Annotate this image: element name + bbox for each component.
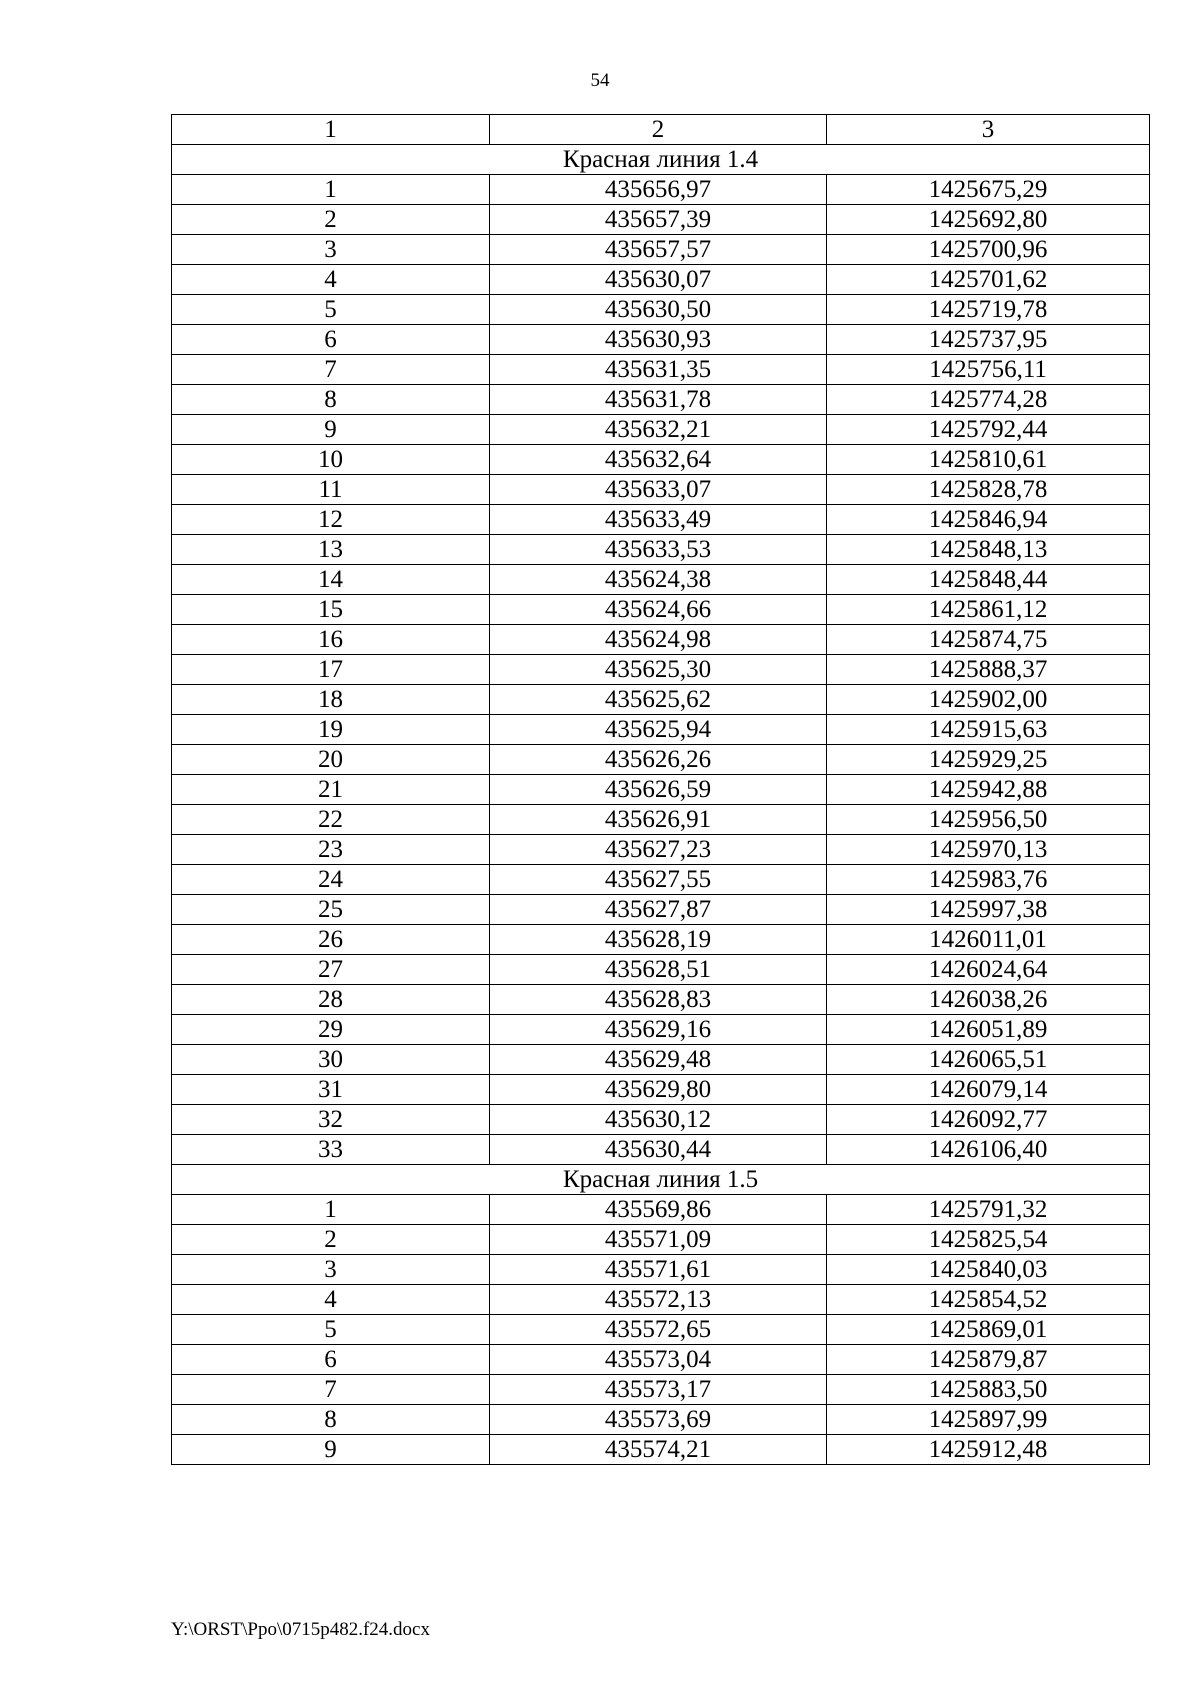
point-number-cell: 5 (172, 295, 490, 325)
x-coordinate-cell: 435630,93 (490, 325, 827, 355)
section-title-row (172, 1165, 1150, 1195)
header-cell-col-1: 1 (172, 115, 490, 145)
x-coordinate-cell: 435628,51 (490, 955, 827, 985)
table-row (172, 985, 1150, 1015)
table-header-row (172, 115, 1150, 145)
section-title: Красная линия 1.4 (172, 145, 1150, 175)
point-number-cell: 15 (172, 595, 490, 625)
table-row (172, 595, 1150, 625)
x-coordinate-cell: 435573,17 (490, 1375, 827, 1405)
table-row (172, 205, 1150, 235)
y-coordinate-cell: 1425956,50 (827, 805, 1150, 835)
table-row (172, 955, 1150, 985)
table-row (172, 1045, 1150, 1075)
x-coordinate-cell: 435657,39 (490, 205, 827, 235)
table-row (172, 1195, 1150, 1225)
y-coordinate-cell: 1425897,99 (827, 1405, 1150, 1435)
point-number-cell: 22 (172, 805, 490, 835)
x-coordinate-cell: 435572,13 (490, 1285, 827, 1315)
y-coordinate-cell: 1425997,38 (827, 895, 1150, 925)
y-coordinate-cell: 1426024,64 (827, 955, 1150, 985)
table-row (172, 1405, 1150, 1435)
point-number-cell: 7 (172, 1375, 490, 1405)
table-row (172, 1225, 1150, 1255)
y-coordinate-cell: 1425840,03 (827, 1255, 1150, 1285)
x-coordinate-cell: 435627,55 (490, 865, 827, 895)
table-row (172, 295, 1150, 325)
section-title: Красная линия 1.5 (172, 1165, 1150, 1195)
table-row (172, 355, 1150, 385)
y-coordinate-cell: 1425825,54 (827, 1225, 1150, 1255)
y-coordinate-cell: 1425983,76 (827, 865, 1150, 895)
y-coordinate-cell: 1425846,94 (827, 505, 1150, 535)
x-coordinate-cell: 435656,97 (490, 175, 827, 205)
x-coordinate-cell: 435573,04 (490, 1345, 827, 1375)
point-number-cell: 29 (172, 1015, 490, 1045)
x-coordinate-cell: 435629,48 (490, 1045, 827, 1075)
x-coordinate-cell: 435624,38 (490, 565, 827, 595)
table-row (172, 895, 1150, 925)
table-row (172, 805, 1150, 835)
point-number-cell: 4 (172, 265, 490, 295)
page-number: 54 (590, 70, 610, 91)
point-number-cell: 26 (172, 925, 490, 955)
y-coordinate-cell: 1425701,62 (827, 265, 1150, 295)
table-row (172, 865, 1150, 895)
x-coordinate-cell: 435626,59 (490, 775, 827, 805)
table-row (172, 1255, 1150, 1285)
y-coordinate-cell: 1426079,14 (827, 1075, 1150, 1105)
y-coordinate-cell: 1425700,96 (827, 235, 1150, 265)
table-row (172, 565, 1150, 595)
x-coordinate-cell: 435573,69 (490, 1405, 827, 1435)
y-coordinate-cell: 1425942,88 (827, 775, 1150, 805)
x-coordinate-cell: 435569,86 (490, 1195, 827, 1225)
x-coordinate-cell: 435626,91 (490, 805, 827, 835)
point-number-cell: 20 (172, 745, 490, 775)
point-number-cell: 23 (172, 835, 490, 865)
x-coordinate-cell: 435625,94 (490, 715, 827, 745)
y-coordinate-cell: 1425912,48 (827, 1435, 1150, 1465)
y-coordinate-cell: 1425675,29 (827, 175, 1150, 205)
y-coordinate-cell: 1425828,78 (827, 475, 1150, 505)
y-coordinate-cell: 1425879,87 (827, 1345, 1150, 1375)
y-coordinate-cell: 1425883,50 (827, 1375, 1150, 1405)
table-row (172, 1375, 1150, 1405)
x-coordinate-cell: 435627,23 (490, 835, 827, 865)
y-coordinate-cell: 1425874,75 (827, 625, 1150, 655)
point-number-cell: 10 (172, 445, 490, 475)
x-coordinate-cell: 435632,64 (490, 445, 827, 475)
y-coordinate-cell: 1425888,37 (827, 655, 1150, 685)
point-number-cell: 17 (172, 655, 490, 685)
x-coordinate-cell: 435633,07 (490, 475, 827, 505)
table-row (172, 415, 1150, 445)
y-coordinate-cell: 1425810,61 (827, 445, 1150, 475)
y-coordinate-cell: 1426106,40 (827, 1135, 1150, 1165)
x-coordinate-cell: 435626,26 (490, 745, 827, 775)
table-row (172, 445, 1150, 475)
point-number-cell: 3 (172, 1255, 490, 1285)
y-coordinate-cell: 1425970,13 (827, 835, 1150, 865)
header-cell-col-2: 2 (490, 115, 827, 145)
table-row (172, 1435, 1150, 1465)
table-row (172, 775, 1150, 805)
x-coordinate-cell: 435627,87 (490, 895, 827, 925)
y-coordinate-cell: 1426065,51 (827, 1045, 1150, 1075)
x-coordinate-cell: 435630,50 (490, 295, 827, 325)
y-coordinate-cell: 1425774,28 (827, 385, 1150, 415)
y-coordinate-cell: 1425737,95 (827, 325, 1150, 355)
x-coordinate-cell: 435657,57 (490, 235, 827, 265)
point-number-cell: 25 (172, 895, 490, 925)
x-coordinate-cell: 435630,12 (490, 1105, 827, 1135)
x-coordinate-cell: 435633,53 (490, 535, 827, 565)
x-coordinate-cell: 435629,80 (490, 1075, 827, 1105)
point-number-cell: 8 (172, 1405, 490, 1435)
table-row (172, 265, 1150, 295)
point-number-cell: 5 (172, 1315, 490, 1345)
table-row (172, 1285, 1150, 1315)
y-coordinate-cell: 1425861,12 (827, 595, 1150, 625)
y-coordinate-cell: 1425848,13 (827, 535, 1150, 565)
y-coordinate-cell: 1426051,89 (827, 1015, 1150, 1045)
y-coordinate-cell: 1426038,26 (827, 985, 1150, 1015)
point-number-cell: 11 (172, 475, 490, 505)
point-number-cell: 13 (172, 535, 490, 565)
point-number-cell: 1 (172, 1195, 490, 1225)
point-number-cell: 1 (172, 175, 490, 205)
section-title-row (172, 145, 1150, 175)
point-number-cell: 33 (172, 1135, 490, 1165)
x-coordinate-cell: 435624,98 (490, 625, 827, 655)
table-row (172, 175, 1150, 205)
x-coordinate-cell: 435631,35 (490, 355, 827, 385)
point-number-cell: 6 (172, 1345, 490, 1375)
table-row (172, 325, 1150, 355)
point-number-cell: 27 (172, 955, 490, 985)
y-coordinate-cell: 1426092,77 (827, 1105, 1150, 1135)
table-row (172, 1315, 1150, 1345)
x-coordinate-cell: 435624,66 (490, 595, 827, 625)
table-row (172, 625, 1150, 655)
point-number-cell: 31 (172, 1075, 490, 1105)
y-coordinate-cell: 1425692,80 (827, 205, 1150, 235)
point-number-cell: 2 (172, 205, 490, 235)
point-number-cell: 9 (172, 1435, 490, 1465)
point-number-cell: 2 (172, 1225, 490, 1255)
table-row (172, 925, 1150, 955)
y-coordinate-cell: 1426011,01 (827, 925, 1150, 955)
table-row (172, 385, 1150, 415)
point-number-cell: 8 (172, 385, 490, 415)
table-row (172, 475, 1150, 505)
y-coordinate-cell: 1425792,44 (827, 415, 1150, 445)
header-cell-col-3: 3 (827, 115, 1150, 145)
point-number-cell: 16 (172, 625, 490, 655)
x-coordinate-cell: 435625,62 (490, 685, 827, 715)
table-row (172, 1105, 1150, 1135)
x-coordinate-cell: 435629,16 (490, 1015, 827, 1045)
point-number-cell: 24 (172, 865, 490, 895)
x-coordinate-cell: 435632,21 (490, 415, 827, 445)
table-row (172, 835, 1150, 865)
x-coordinate-cell: 435572,65 (490, 1315, 827, 1345)
y-coordinate-cell: 1425848,44 (827, 565, 1150, 595)
y-coordinate-cell: 1425854,52 (827, 1285, 1150, 1315)
x-coordinate-cell: 435628,83 (490, 985, 827, 1015)
table-row (172, 505, 1150, 535)
x-coordinate-cell: 435625,30 (490, 655, 827, 685)
coordinates-table (171, 114, 1150, 1465)
y-coordinate-cell: 1425791,32 (827, 1195, 1150, 1225)
x-coordinate-cell: 435630,44 (490, 1135, 827, 1165)
y-coordinate-cell: 1425929,25 (827, 745, 1150, 775)
table-row (172, 655, 1150, 685)
point-number-cell: 19 (172, 715, 490, 745)
point-number-cell: 18 (172, 685, 490, 715)
point-number-cell: 7 (172, 355, 490, 385)
x-coordinate-cell: 435571,61 (490, 1255, 827, 1285)
x-coordinate-cell: 435574,21 (490, 1435, 827, 1465)
point-number-cell: 9 (172, 415, 490, 445)
point-number-cell: 6 (172, 325, 490, 355)
footer-file-path: Y:\ORST\Ppo\0715p482.f24.docx (171, 1619, 430, 1640)
table-row (172, 235, 1150, 265)
point-number-cell: 14 (172, 565, 490, 595)
point-number-cell: 30 (172, 1045, 490, 1075)
point-number-cell: 12 (172, 505, 490, 535)
table-row (172, 745, 1150, 775)
table-row (172, 1075, 1150, 1105)
point-number-cell: 28 (172, 985, 490, 1015)
y-coordinate-cell: 1425719,78 (827, 295, 1150, 325)
x-coordinate-cell: 435633,49 (490, 505, 827, 535)
x-coordinate-cell: 435630,07 (490, 265, 827, 295)
table-row (172, 535, 1150, 565)
x-coordinate-cell: 435628,19 (490, 925, 827, 955)
x-coordinate-cell: 435571,09 (490, 1225, 827, 1255)
table-row (172, 1015, 1150, 1045)
y-coordinate-cell: 1425869,01 (827, 1315, 1150, 1345)
point-number-cell: 21 (172, 775, 490, 805)
table-row (172, 1345, 1150, 1375)
y-coordinate-cell: 1425915,63 (827, 715, 1150, 745)
x-coordinate-cell: 435631,78 (490, 385, 827, 415)
coordinates-table-body (172, 115, 1150, 1465)
point-number-cell: 4 (172, 1285, 490, 1315)
point-number-cell: 3 (172, 235, 490, 265)
table-row (172, 715, 1150, 745)
point-number-cell: 32 (172, 1105, 490, 1135)
y-coordinate-cell: 1425756,11 (827, 355, 1150, 385)
y-coordinate-cell: 1425902,00 (827, 685, 1150, 715)
table-row (172, 1135, 1150, 1165)
table-row (172, 685, 1150, 715)
